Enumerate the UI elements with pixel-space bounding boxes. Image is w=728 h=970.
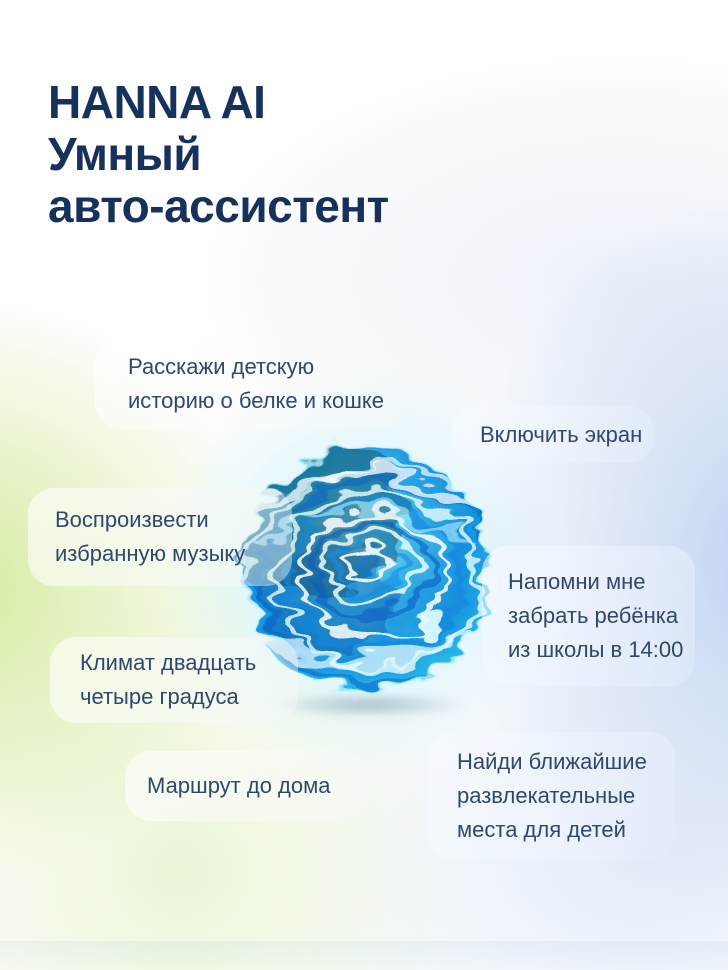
bottom-gradient-band (0, 941, 728, 970)
bubble-text-line: избранную музыку (55, 541, 246, 566)
bubble-text-line: Включить экран (480, 421, 643, 447)
command-bubble-story (95, 339, 403, 429)
bubble-text-line: Климат двадцать (80, 650, 257, 675)
bubble-text-line: Маршрут до дома (147, 773, 331, 798)
page-title (48, 76, 389, 232)
bubble-text-line: Напомни мне (508, 569, 646, 594)
command-bubble-climate (50, 637, 298, 723)
bubble-text-line: места для детей (457, 817, 626, 842)
bubble-text-line: историю о белке и кошке (128, 388, 385, 413)
command-bubble-route (125, 751, 368, 821)
bubble-text-line: забрать ребёнка (508, 603, 679, 628)
bubble-text-line: из школы в 14:00 (508, 637, 684, 662)
bubble-text-line: четыре градуса (80, 684, 239, 709)
command-bubble-remind (482, 546, 695, 686)
command-bubble-screen (452, 406, 654, 463)
bubble-text-line: развлекательные (457, 783, 636, 808)
bubble-text-line: Воспроизвести (55, 507, 209, 532)
command-bubble-find (427, 732, 675, 860)
bubble-text-line: Найди ближайшие (457, 749, 647, 774)
command-bubble-music (28, 488, 292, 586)
title-line-2: авто-ассистент (48, 180, 389, 232)
title-line-1: Умный (48, 128, 202, 180)
brand-name: HANNA AI (48, 76, 266, 128)
bubble-text-line: Расскажи детскую (128, 354, 315, 379)
